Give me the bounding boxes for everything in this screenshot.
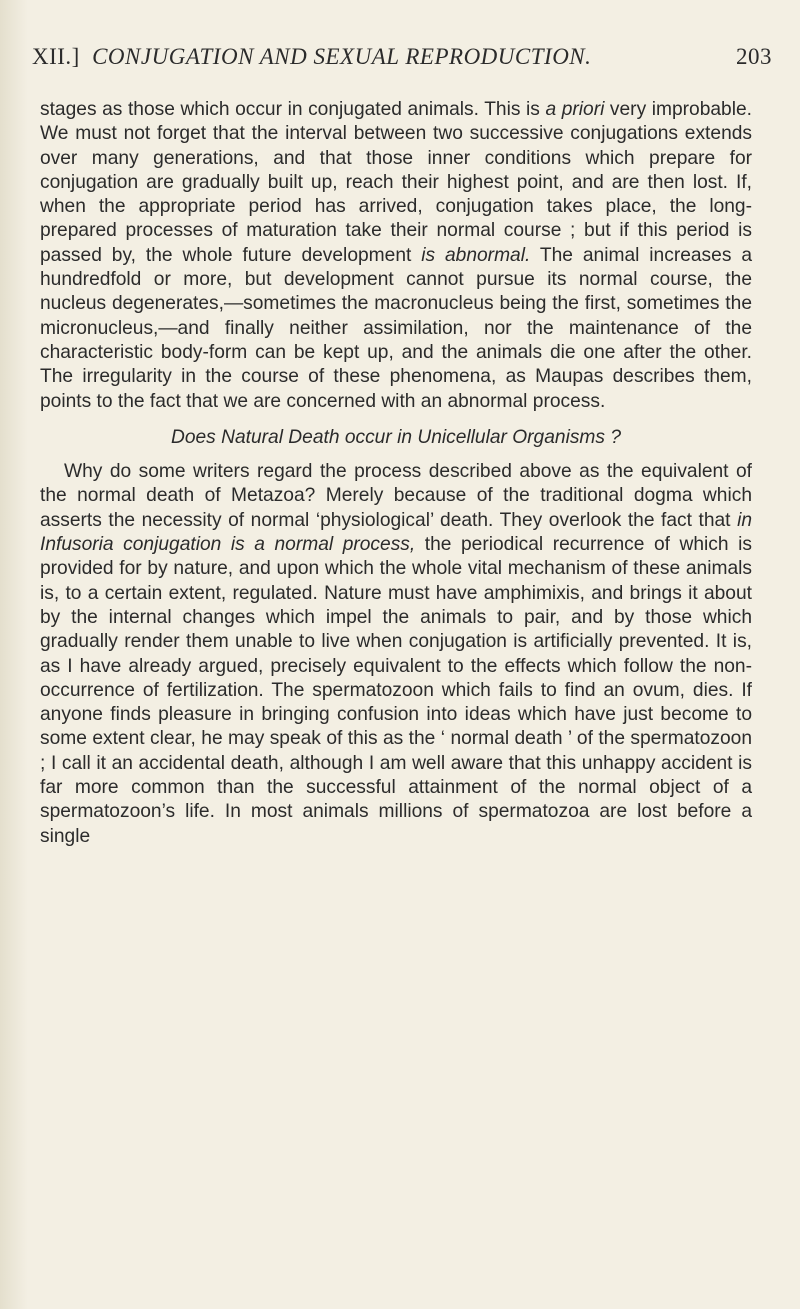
paragraph-2 bbox=[40, 460, 752, 849]
paragraph-1-italic-a: a priori bbox=[545, 99, 605, 120]
page-body bbox=[40, 98, 752, 849]
paragraph-2-text-b: the periodical recurrence of which is provided for by nature, and upon which the whole vital mechanism of these animals is, to a certain extent, regulated. Nature must have amphimixis, and brings it about by the internal changes which impel the animals to pair, and by those which gradually render them unable to live when conjugation is artificially prevented. It is, as I have already argued, precisely equivalent to the effects which follow the non-occurrence of fertilization. The spermatozoon which fails to find an ovum, dies. If anyone finds pleasure in bringing confusion into ideas which have just become to some extent clear, he may speak of this as the ‘ normal death ’ of the spermatozoon ; I call it an accidental death, although I am well aware that this unhappy accident is far more common than the successful attainment of the normal object of a spermatozoon’s life. In most animals millions of spermatozoa are lost before a single bbox=[40, 534, 752, 847]
running-title: CONJUGATION AND SEXUAL REPRODUCTION. bbox=[92, 44, 592, 69]
page-edge-shadow bbox=[0, 0, 28, 1309]
paragraph-1-text-a: stages as those which occur in conjugated animals. This is bbox=[40, 99, 546, 120]
paragraph-2-italic-a: in Infusoria conjugation is a normal process, bbox=[40, 509, 752, 556]
page-number: 203 bbox=[736, 44, 772, 69]
paragraph-1-text-b: very improbable. We must not forget that the interval between two successive conjugations extends over many generations, and that those inner conditions which prepare for conjugation are gradually built up, reach their highest point, and are then lost. If, when the appropriate period has arrived, conjugation takes place, the long-prepared processes of maturation take their normal course ; but if this period is passed by, the whole future development bbox=[40, 99, 752, 266]
section-subheading: Does Natural Death occur in Unicellular Organisms ? bbox=[170, 426, 622, 448]
paragraph-1 bbox=[40, 98, 752, 414]
running-header bbox=[32, 44, 772, 70]
chapter-number: XII.] bbox=[32, 44, 80, 69]
paragraph-2-text-a: Why do some writers regard the process described above as the equivalent of the normal death of Metazoa? Merely because of the traditional dogma which asserts the necessity of normal ‘physiological’ death. They overlook the fact that bbox=[40, 461, 752, 531]
paragraph-1-italic-b: is abnormal. bbox=[421, 244, 531, 266]
paragraph-1-text-c: The animal increases a hundredfold or more, but development cannot pursue its normal course, the nucleus degenerates,—sometimes the macronucleus being the first, sometimes the micronucleus,—and finally neither assimilation, nor the maintenance of the characteristic body-form can be kept up, and the animals die one after the other. The irregularity in the course of these phenomena, as Maupas describes them, points to the fact that we are concerned with an abnormal process. bbox=[40, 244, 752, 412]
